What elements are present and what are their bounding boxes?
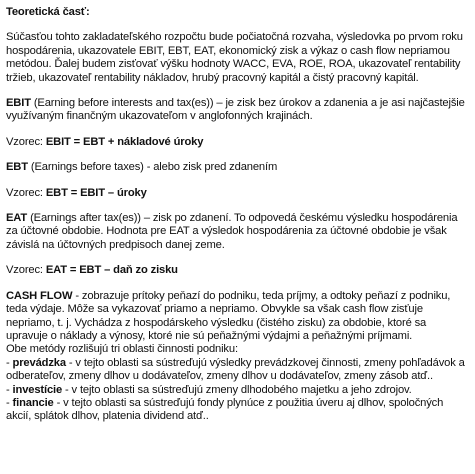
ebt-term: EBT [6,161,28,174]
list-item-lead: - [6,383,13,396]
ebit-formula-expression: EBIT = EBT + nákladové úroky [45,135,204,148]
list-item-lead: - [6,396,13,409]
eat-formula-expression: EAT = EBT – daň zo zisku [45,264,178,277]
section-title: Teoretická časť: [6,6,90,18]
eat-formula-prefix: Vzorec: [6,264,46,277]
cashflow-item-operations [6,357,465,384]
ebit-formula [6,136,465,149]
cashflow-term: CASH FLOW [6,289,73,302]
ebit-text: (Earning before interests and tax(es)) – je zisk bez úrokov a zdanenia a je asi najčastejšie využívaným finančným ukazovateľom v anglofonných krajinách. [6,97,465,123]
list-item-text: - v tejto oblasti sa sústreďujú fondy plynúce z použitia úveru aj dlhov, spoločných akcií, splátok dlhov, platenia dividend atď.. [6,396,444,423]
cashflow-text: - zobrazuje prítoky peňazí do podniku, teda príjmy, a odtoky peňazí z podniku, teda výdaje. Môže sa vykazovať priamo a nepriamo. Obvykle sa však cash flow zisťuje nepriamo, t. j. Vychádza z hospodárskeho výsledku (čistého zisku) za obdobie, ktoré sa upravuje o náklady a výnosy, ktoré nie sú peňažnými výdajmi a peňažnými príjmami. [6,289,451,342]
eat-formula [6,264,465,277]
list-item-text: - v tejto oblasti sa sústreďujú zmeny dlhodobého majetku a jeho zdrojov. [62,383,412,396]
list-item-text: - v tejto oblasti sa sústreďujú výsledky prevádzkovej činnosti, zmeny pohľadávok a odberateľov, zmeny dlhov u dodávateľov, zmeny dlhov u dodávateľov, zmeny zásob atď.. [6,356,465,383]
cashflow-section [6,290,465,424]
ebit-term: EBIT [6,97,31,110]
eat-definition [6,212,465,252]
cashflow-item-investments [6,384,465,397]
ebit-formula-prefix: Vzorec: [6,135,46,148]
cashflow-definition [6,290,465,344]
ebt-definition [6,161,465,174]
ebt-formula-prefix: Vzorec: [6,186,46,199]
ebt-formula [6,187,465,200]
list-item-term: prevádzka [12,356,66,369]
ebit-definition [6,97,465,124]
list-item-term: investície [12,383,63,396]
list-item-term: financie [12,396,54,409]
intro-paragraph: Súčasťou tohto zakladateľského rozpočtu bude počiatočná rozvaha, výsledovka po prvom roku hospodárenia, ukazovatele EBIT, EBT, EAT, ekonomický zisk a výkaz o cash flow nepriamou metódou. Ďalej budem zisťovať výšku hodnoty WACC, EVA, ROE, ROA, ukazovateľ rentability tržieb, ukazovateľ rentability nákladov, hrubý pracovný kapitál a čistý pracovný kapitál. [6,31,463,84]
list-item-lead: - [6,356,13,369]
cashflow-item-finance [6,397,465,424]
ebt-formula-expression: EBT = EBIT – úroky [45,186,147,199]
eat-term: EAT [6,212,28,225]
eat-text: (Earnings after tax(es)) – zisk po zdanení. To odpovedá českému výsledku hospodárenia za účtovné obdobie. Hodnota pre EAT a výsledok hospodárenia za účtovné obdobie je však závislá na účtovných predpisoch danej zeme. [6,212,458,251]
ebt-text: (Earnings before taxes) - alebo zisk pred zdanením [27,161,278,174]
cashflow-methods-intro: Obe metódy rozlišujú tri oblasti činnosti podniku: [6,343,238,356]
